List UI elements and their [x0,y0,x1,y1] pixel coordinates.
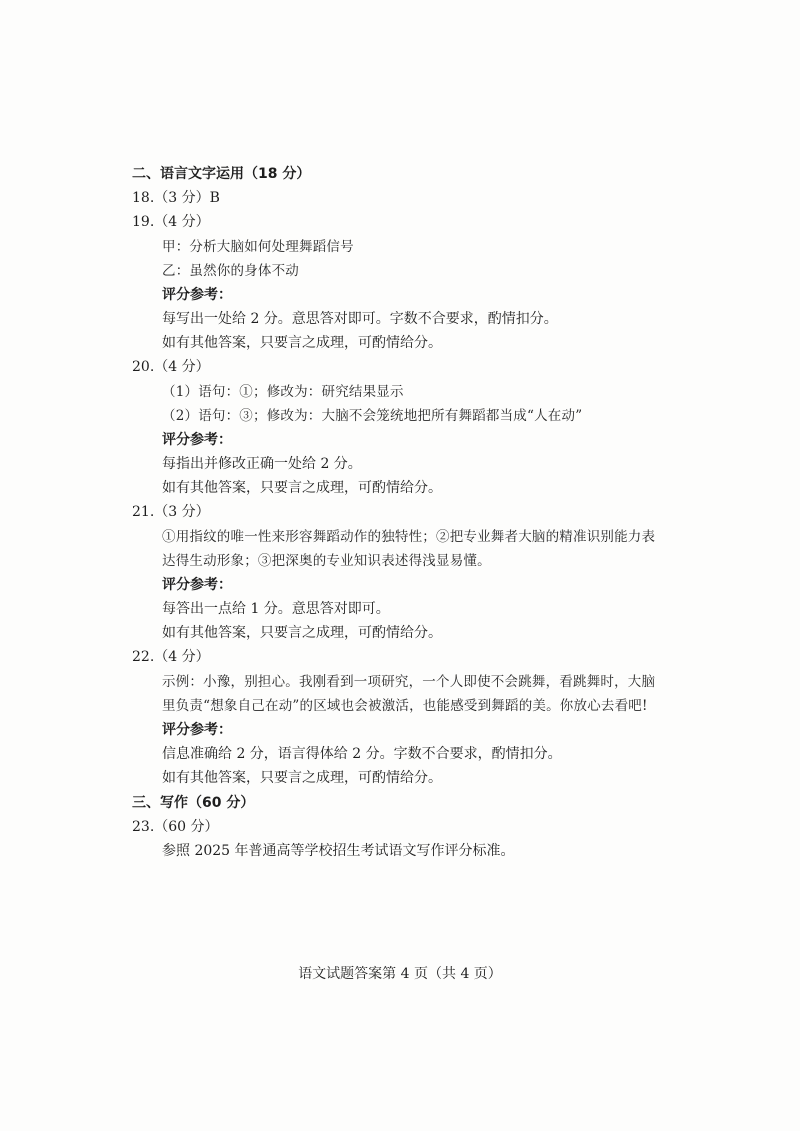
q19-answer-b: 乙：虽然你的身体不动 [162,263,299,279]
q19-scoring-title: 评分参考： [162,287,232,303]
q22-answer-line1: 示例：小豫，别担心。我刚看到一项研究，一个人即使不会跳舞，看跳舞时，大脑 [162,674,656,690]
q20-scoring-note: 如有其他答案，只要言之成理，可酌情给分。 [162,480,442,496]
q22-answer-line2: 里负责“想象自己在动”的区域也会被激活，也能感受到舞蹈的美。你放心去看吧! [162,698,648,714]
q22-scoring-title: 评分参考： [162,722,232,738]
q21-scoring-rule: 每答出一点给 1 分。意思答对即可。 [162,601,390,617]
q20-answer-1: （1）语句：①；修改为：研究结果显示 [162,384,404,400]
q21-number: 21.（3 分） [132,504,210,520]
q21-answer-line2: 达得生动形象；③把深奥的专业知识表述得浅显易懂。 [162,553,491,569]
q21-scoring-note: 如有其他答案，只要言之成理，可酌情给分。 [162,625,442,641]
q22-scoring-rule: 信息准确给 2 分，语言得体给 2 分。字数不合要求，酌情扣分。 [162,746,562,762]
q22-number: 22.（4 分） [132,649,210,665]
q20-number: 20.（4 分） [132,359,210,375]
section2-heading: 二、语言文字运用（18 分） [132,166,311,182]
q21-scoring-title: 评分参考： [162,577,232,593]
q22-scoring-note: 如有其他答案，只要言之成理，可酌情给分。 [162,770,442,786]
q20-scoring-title: 评分参考： [162,432,232,448]
q19-scoring-note: 如有其他答案，只要言之成理，可酌情给分。 [162,335,442,351]
q19-scoring-rule: 每写出一处给 2 分。意思答对即可。字数不合要求，酌情扣分。 [162,311,558,327]
section3-heading: 三、写作（60 分） [132,795,255,811]
q20-answer-2: （2）语句：③；修改为：大脑不会笼统地把所有舞蹈都当成“人在动” [162,408,583,424]
q21-answer-line1: ①用指纹的唯一性来形容舞蹈动作的独特性；②把专业舞者大脑的精准识别能力表 [162,529,656,545]
q19-answer-a: 甲：分析大脑如何处理舞蹈信号 [162,239,354,255]
q23-number: 23.（60 分） [132,819,219,835]
q18-answer: 18.（3 分）B [132,190,220,206]
page-footer: 语文试题答案第 4 页（共 4 页） [298,966,502,982]
q20-scoring-rule: 每指出并修改正确一处给 2 分。 [162,456,362,472]
q23-answer: 参照 2025 年普通高等学校招生考试语文写作评分标准。 [162,843,515,859]
q19-number: 19.（4 分） [132,214,210,230]
